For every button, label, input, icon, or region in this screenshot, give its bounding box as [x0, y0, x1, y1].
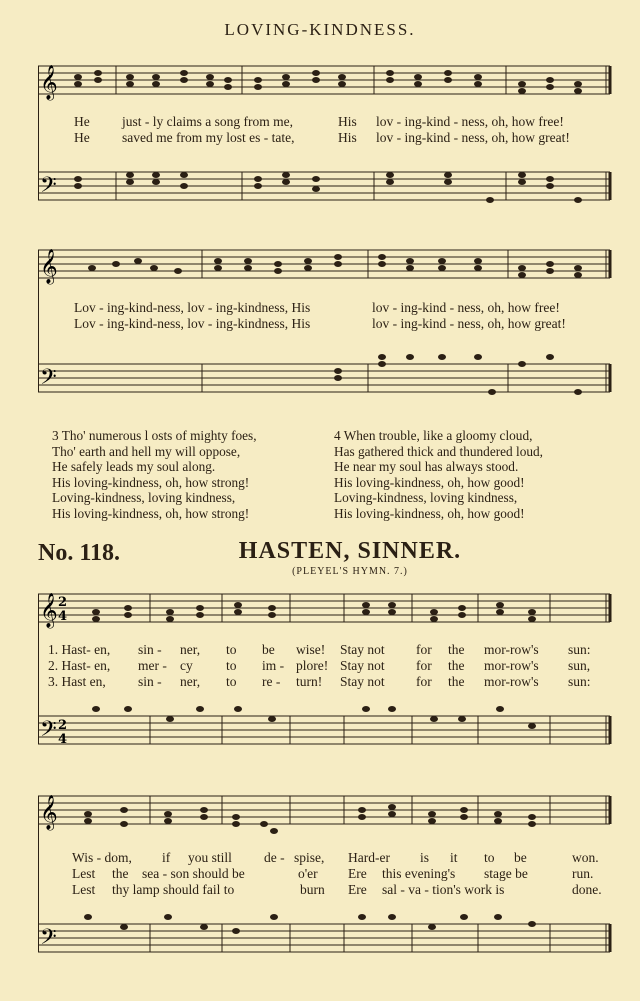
svg-text:𝄞: 𝄞	[40, 249, 58, 284]
svg-text:4: 4	[58, 609, 68, 624]
stanza-3: 3 Tho' numerous l osts of mighty foes, Tho' earth and hell my will oppose, He safely leads my soul along. His loving-kindness, oh, how strong! Loving-kindness, loving kindness, His loving-kindness, oh, how strong!	[52, 428, 257, 521]
music-system-2: 𝄞 𝄢 Lov - ing-kind-ness, lov - ing-kindness, His lov - ing-kind - ness, oh, how free! Lov - ing-kind-ness, lov - ing-kindness, His lov - ing-kind - ness, oh, how great!	[38, 240, 612, 408]
music-system-4: 𝄞 𝄢 Wis - dom, if you still de - spise, Hard-er is it to be won. Lest the sea - son should be o'er Ere this evening's stage be run. Lest thy lamp should fail to burn Ere sal - va - tion's work is done.	[38, 786, 612, 992]
svg-text:𝄢: 𝄢	[40, 365, 57, 395]
svg-text:𝄢: 𝄢	[40, 717, 57, 747]
music-system-3: 𝄞 2 4 𝄢 2 4 1. Hast- en, sin - ner, to be wise! Stay not for the mor-row's sun: 2. Hast- en, mer - cy to im - plore! Stay not for the mor-row's sun, 3. Hast en, sin - ner, to re - turn! Stay not for the mor-row's sun:	[38, 584, 612, 764]
hymn-title-hasten-sinner: HASTEN, SINNER.	[238, 538, 462, 564]
hymn-number: No. 118.	[38, 540, 121, 566]
stanza-4: 4 When trouble, like a gloomy cloud, Has gathered thick and thundered loud, He near my soul has always stood. His loving-kindness, oh, how good! Loving-kindness, loving kindness, His loving-kindness, oh, how good!	[334, 428, 543, 521]
music-system-1: 𝄞 𝄢 He just - ly claims a song from me, His lov - ing-kind - ness, oh, how free! He saved me from my lost es - tate, His lov - ing-kind - ness, oh, how great!	[38, 56, 612, 214]
svg-text:4: 4	[58, 732, 68, 747]
svg-text:𝄞: 𝄞	[40, 65, 58, 100]
svg-text:2: 2	[58, 718, 68, 733]
svg-text:𝄞: 𝄞	[40, 795, 58, 830]
svg-text:𝄞: 𝄞	[40, 593, 58, 628]
svg-text:2: 2	[58, 595, 68, 610]
hymn-tune-subtitle: (PLEYEL'S HYMN. 7.)	[292, 566, 408, 577]
svg-text:𝄢: 𝄢	[40, 925, 57, 955]
svg-text:𝄢: 𝄢	[40, 173, 57, 203]
hymn-title-loving-kindness: LOVING-KINDNESS.	[224, 20, 416, 39]
